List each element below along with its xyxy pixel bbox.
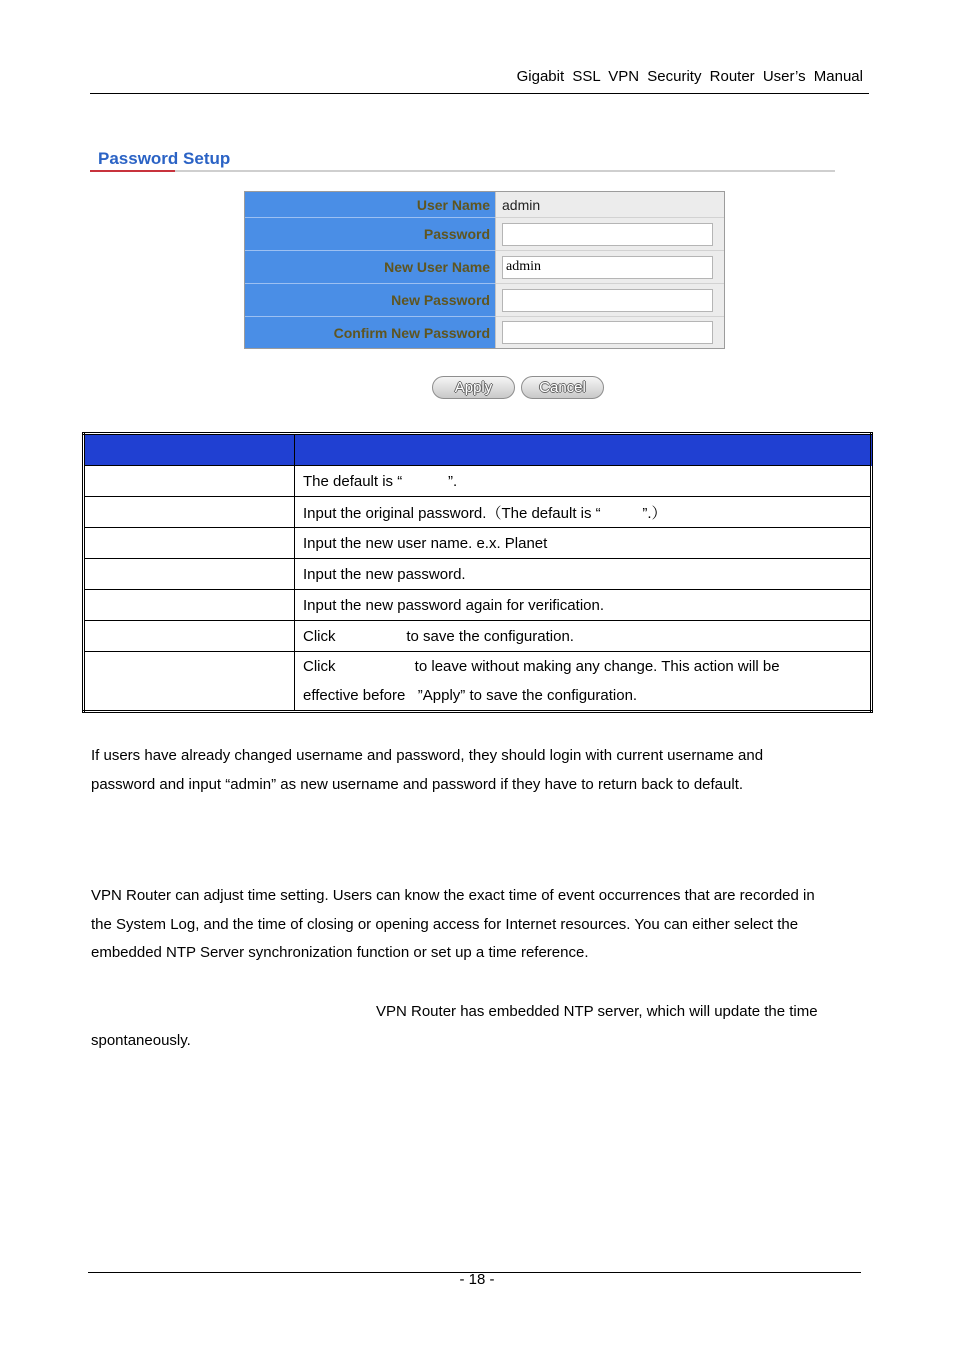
table-cell-description <box>295 652 872 712</box>
new-password-label: New Password <box>245 283 495 316</box>
paragraph-line: password and input “admin” as new username and password if they have to return back to default. <box>91 776 744 793</box>
password-label: Password <box>245 217 495 250</box>
table-cell-description: Input the original password.（The default is “ ”.） <box>295 497 872 528</box>
user-name-value: admin <box>495 192 724 217</box>
table-row <box>84 590 872 621</box>
password-input[interactable] <box>502 223 713 246</box>
new-password-input[interactable] <box>502 289 713 312</box>
form-row-new-user-name <box>245 250 724 283</box>
user-name-label: User Name <box>245 192 495 217</box>
table-cell-object <box>84 590 295 621</box>
table-cell-object <box>84 528 295 559</box>
page-number: - 18 - <box>459 1271 495 1288</box>
table-header-description <box>295 434 872 466</box>
table-cell-object <box>84 621 295 652</box>
table-row <box>84 497 872 528</box>
confirm-new-password-label: Confirm New Password <box>245 316 495 348</box>
table-cell-object <box>84 652 295 712</box>
paragraph-line: If users have already changed username and password, they should login with current username and <box>91 747 764 764</box>
new-user-name-input[interactable] <box>502 256 713 279</box>
paragraph-line: embedded NTP Server synchronization function or set up a time reference. <box>91 944 589 961</box>
description-table <box>82 432 873 713</box>
table-row <box>84 528 872 559</box>
new-password-cell <box>495 283 724 316</box>
password-setup-form <box>244 191 725 349</box>
new-user-name-cell <box>495 250 724 283</box>
time-intro-paragraph <box>91 882 815 968</box>
table-cell-description: Input the new password. <box>295 559 872 590</box>
paragraph-line: VPN Router has embedded NTP server, which will update the time <box>376 1003 818 1020</box>
apply-button[interactable]: Apply <box>432 376 515 399</box>
paragraph-line: spontaneously. <box>91 1032 191 1049</box>
form-row-password <box>245 217 724 250</box>
form-row-new-password <box>245 283 724 316</box>
table-cell-description: The default is “ ”. <box>295 466 872 497</box>
paragraph-line: the System Log, and the time of closing or opening access for Internet resources. You can either select the <box>91 915 799 933</box>
cancel-button[interactable]: Cancel <box>521 376 604 399</box>
section-title-underline <box>175 170 835 172</box>
table-row <box>84 559 872 590</box>
table-cell-line: Click to leave without making any change. This action will be <box>303 658 780 675</box>
table-cell-object <box>84 466 295 497</box>
manual-title: Gigabit SSL VPN Security Router User’s Manual <box>516 68 863 85</box>
section-title: Password Setup <box>98 149 231 168</box>
confirm-new-password-cell <box>495 316 724 348</box>
table-cell-description: Input the new password again for verification. <box>295 590 872 621</box>
table-cell-object <box>84 497 295 528</box>
table-row <box>84 621 872 652</box>
header-rule <box>90 93 869 94</box>
confirm-new-password-input[interactable] <box>502 321 713 344</box>
table-row <box>84 652 872 712</box>
reset-note-paragraph <box>91 741 763 799</box>
form-row-user-name <box>245 192 724 217</box>
table-cell-description: Input the new user name. e.x. Planet <box>295 528 872 559</box>
table-cell-description: Click to save the configuration. <box>295 621 872 652</box>
table-cell-line: effective before ”Apply” to save the configuration. <box>303 687 638 704</box>
ntp-note-paragraph <box>91 997 818 1055</box>
table-row <box>84 466 872 497</box>
new-user-name-label: New User Name <box>245 250 495 283</box>
paragraph-line: VPN Router can adjust time setting. Users can know the exact time of event occurrences that are recorded in <box>91 887 815 904</box>
table-header-row <box>84 434 872 466</box>
table-header-object <box>84 434 295 466</box>
table-cell-object <box>84 559 295 590</box>
password-cell <box>495 217 724 250</box>
section-title-underline-accent <box>90 170 175 172</box>
form-row-confirm-new-password <box>245 316 724 348</box>
